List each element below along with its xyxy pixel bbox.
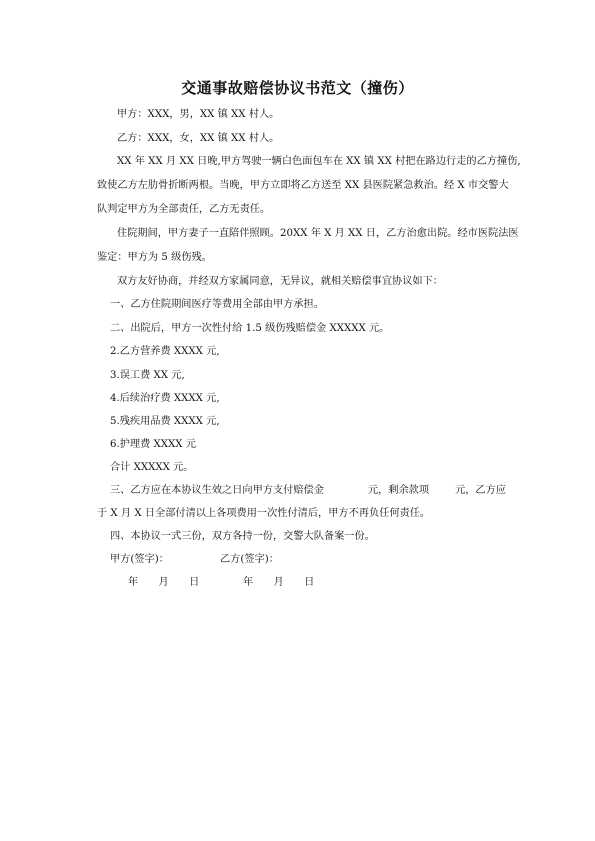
- item-5: 5.残疾用品费 XXXX 元,: [110, 416, 220, 427]
- clause-3-line-2: 于 X 月 X 日全部付清以上各项费用一次性付清后，甲方不再负任何责任。: [97, 508, 431, 519]
- item-6: 6.护理费 XXXX 元: [110, 439, 196, 450]
- clause-1: 一、乙方住院期间医疗等费用全部由甲方承担。: [110, 299, 324, 310]
- clause-3-part-2: 元，剩余款项: [367, 485, 430, 496]
- item-4: 4.后续治疗费 XXXX 元,: [110, 393, 220, 404]
- facts-line-3: 队判定甲方为全部责任，乙方无责任。: [97, 204, 271, 215]
- date-party-b: 年 月 日: [243, 577, 315, 588]
- party-a-line: 甲方：XXX，男，XX 镇 XX 村人。: [117, 109, 280, 120]
- total-line: 合计 XXXXX 元。: [110, 462, 194, 473]
- signature-party-b: 乙方(签字)：: [220, 554, 279, 565]
- item-2: 2.乙方营养费 XXXX 元,: [110, 346, 220, 357]
- clause-3-part-3: 元，乙方应: [455, 485, 506, 496]
- document-title: 交通事故赔偿协议书范文（撞伤）: [181, 79, 414, 97]
- party-b-line: 乙方：XXX，女，XX 镇 XX 村人。: [117, 133, 280, 144]
- clause-2: 二、出院后，甲方一次性付给 1.5 级伤残赔偿金 XXXXX 元。: [110, 323, 390, 334]
- clause-4: 四、本协议一式三份，双方各持一份，交警大队备案一份。: [110, 531, 375, 542]
- hospital-line-2: 鉴定：甲方为 5 级伤残。: [97, 252, 212, 263]
- item-3: 3.误工费 XX 元,: [110, 370, 185, 381]
- agreement-intro: 双方友好协商，并经双方家属同意，无异议，就相关赔偿事宜协议如下：: [117, 276, 443, 287]
- facts-line-1: XX 年 XX 月 XX 日晚,甲方驾驶一辆白色面包车在 XX 镇 XX 村把在路边行走的乙方撞伤,: [117, 156, 521, 167]
- date-party-a: 年 月 日: [128, 577, 200, 588]
- clause-3-line-1: [110, 484, 506, 498]
- facts-line-2: 致使乙方左肋骨折断两根。当晚，甲方立即将乙方送至 XX 县医院紧急救治。经 X 市交警大: [97, 180, 509, 191]
- clause-3-part-1: 三、乙方应在本协议生效之日向甲方支付赔偿金: [110, 485, 324, 496]
- signature-party-a: 甲方(签字)：: [110, 554, 169, 565]
- hospital-line-1: 住院期间，甲方妻子一直陪伴照顾。20XX 年 X 月 XX 日，乙方治愈出院。经市医院法医: [117, 228, 519, 239]
